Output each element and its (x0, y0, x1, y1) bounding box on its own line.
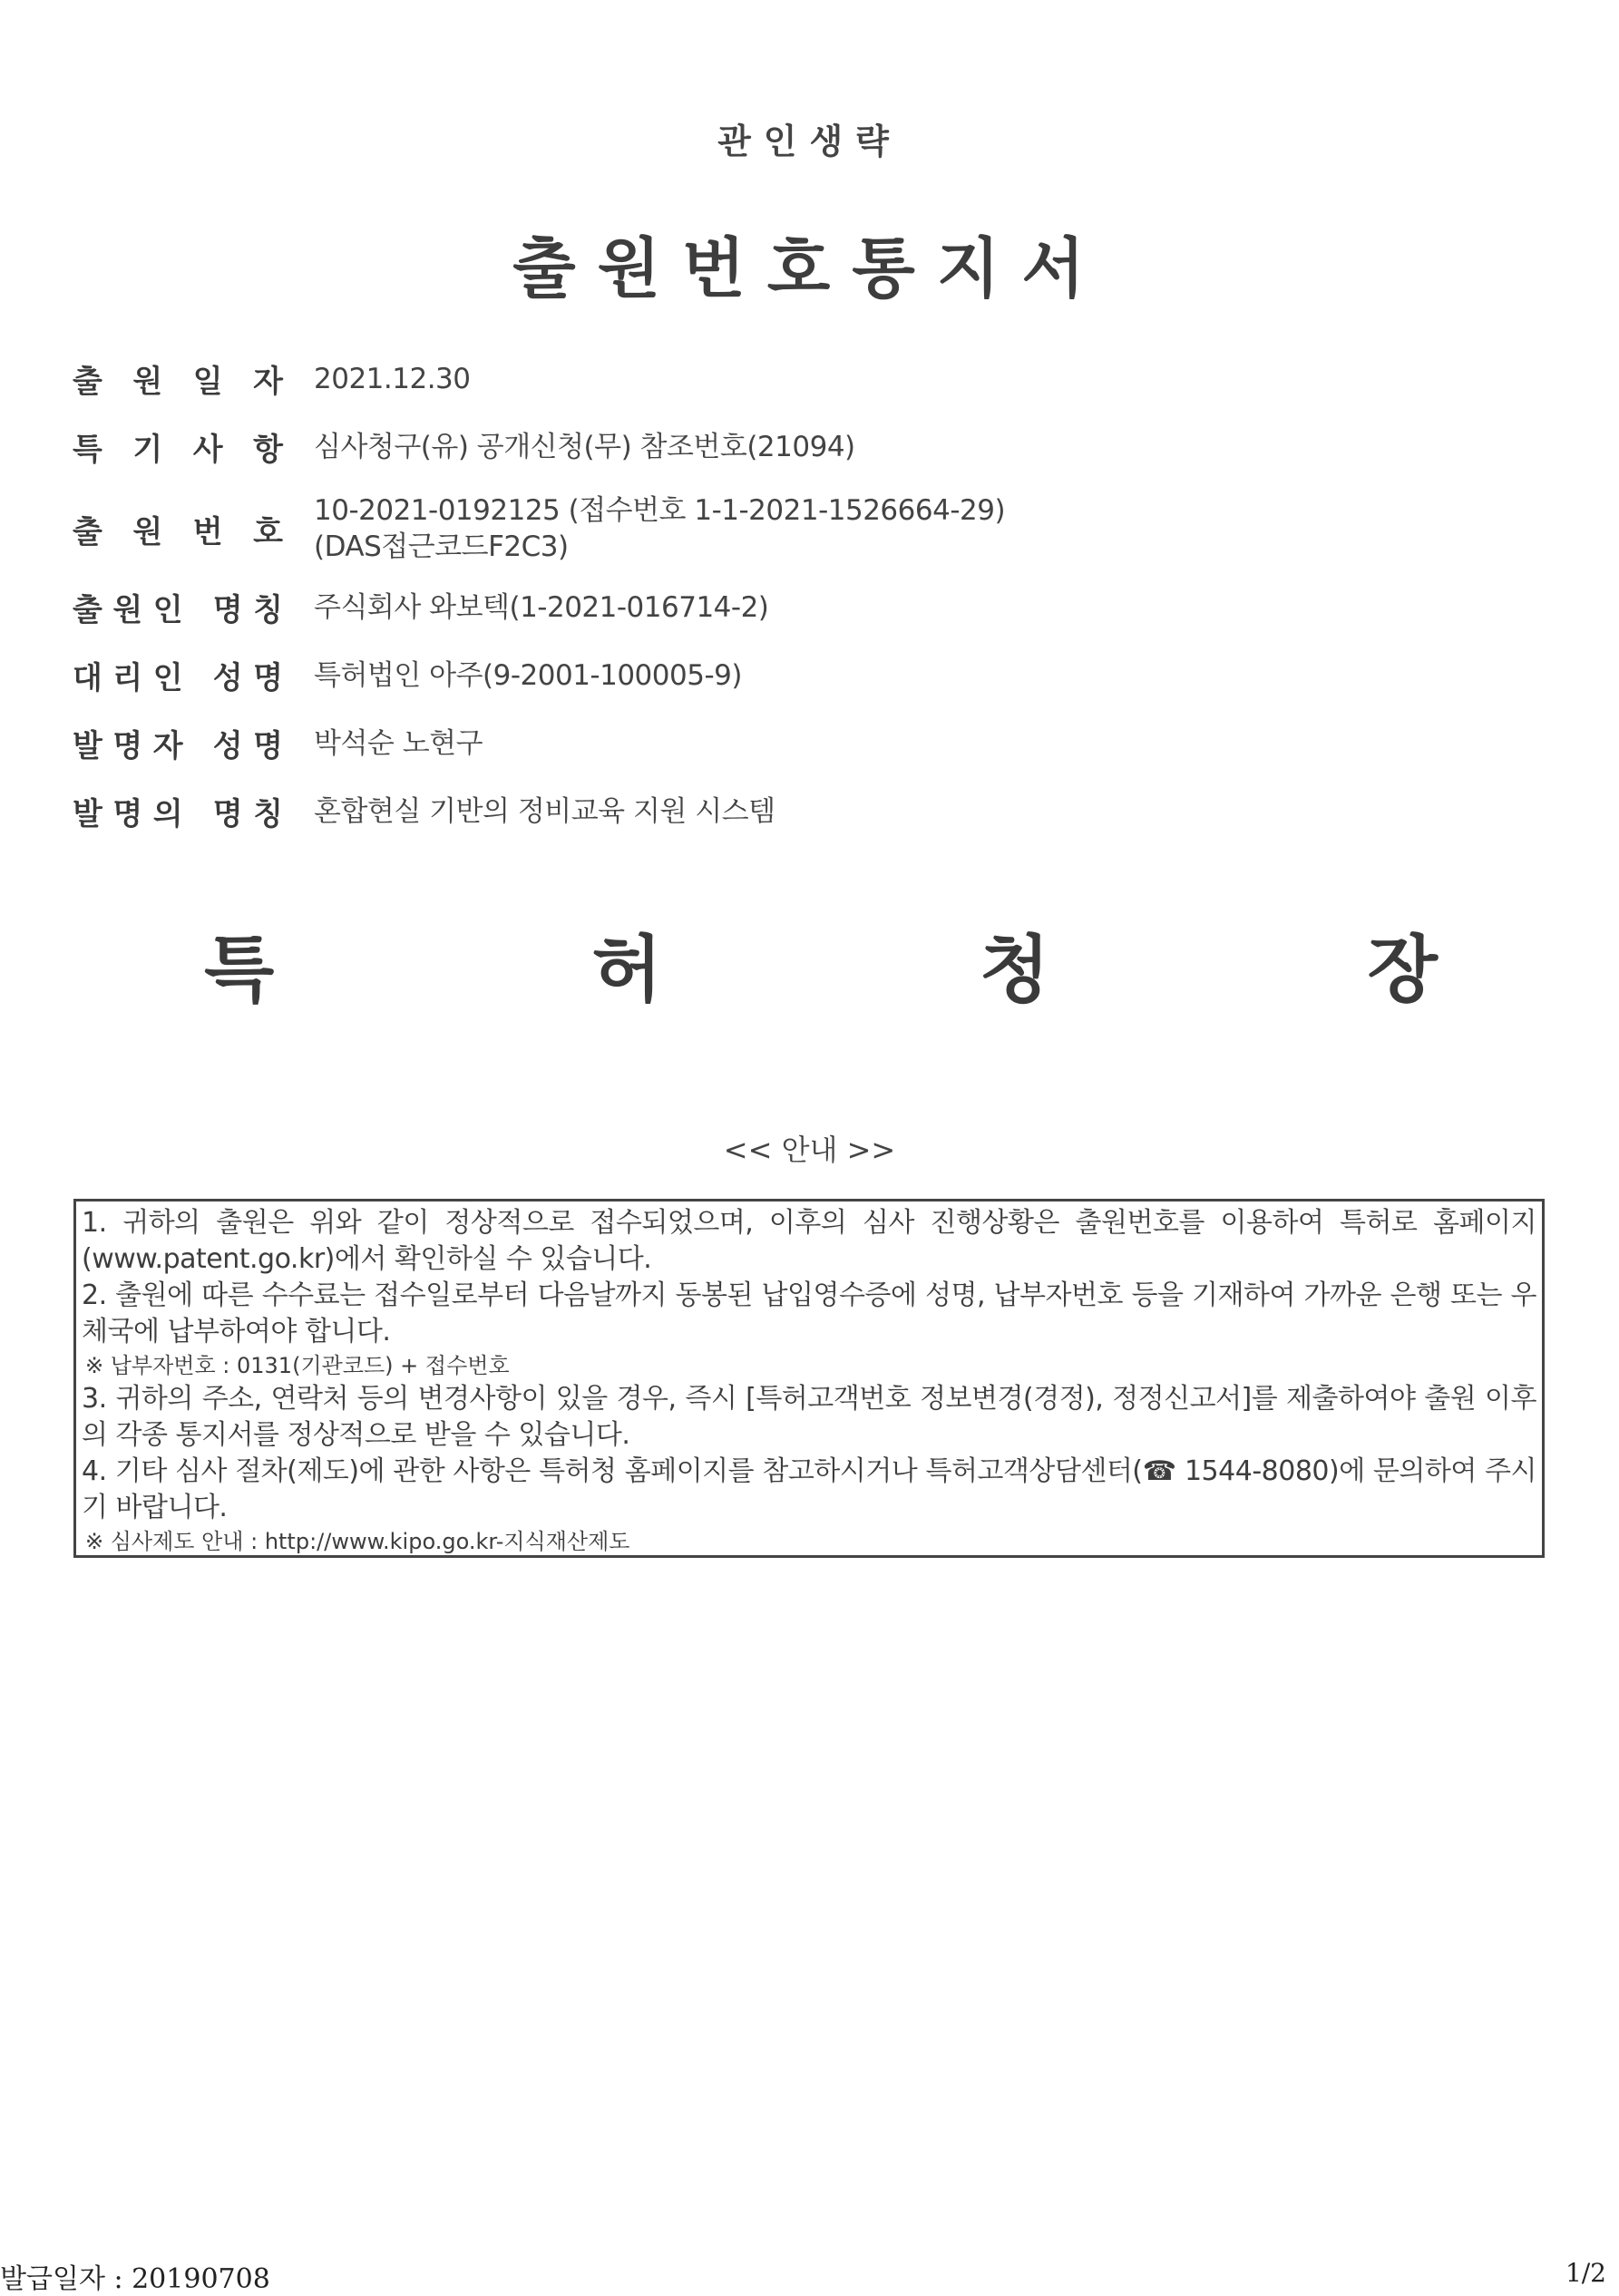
issuer-char: 청 (980, 928, 1050, 1012)
info-label-char (193, 653, 202, 697)
document-title: 출원번호통지서 (512, 230, 1107, 306)
guide-heading: << 안내 >> (723, 1133, 896, 1167)
info-label-char: 출 (73, 513, 102, 550)
issue-date: 발급일자 : 20190708 (0, 2263, 270, 2295)
guide-box (73, 1199, 1545, 1558)
info-label-char: 출 (73, 364, 102, 400)
info-row-applicant-name (73, 585, 1524, 629)
info-label-char: 의 (152, 796, 183, 832)
info-value-special-matters: 심사청구(유) 공개신청(무) 참조번호(21094) (314, 430, 855, 463)
info-row-invention-title (73, 789, 1524, 833)
info-label-filing-date (73, 356, 314, 401)
guide-item-3: 3. 귀하의 주소, 연락처 등의 변경사항이 있을 경우, 즉시 [특허고객번호 정보변경(경정), 정정신고서]를 제출하여야 출원 이후의 각종 통지서를 정상적으로 받을 수 있습니다. (82, 1383, 1536, 1451)
info-row-filing-date (73, 356, 1524, 401)
info-label-char: 발 (73, 796, 102, 832)
info-label-char (193, 789, 202, 833)
issuer-char: 허 (591, 928, 662, 1012)
info-label-application-number (73, 507, 314, 551)
info-label-char: 명 (212, 796, 243, 832)
info-label-char: 발 (73, 728, 102, 764)
issuer-char: 장 (1367, 928, 1438, 1012)
info-label-char: 명 (212, 592, 243, 628)
info-label-char: 특 (73, 432, 102, 468)
info-label-char: 기 (132, 432, 163, 468)
seal-omitted-note: 관인생략 (717, 122, 902, 161)
info-label-char: 호 (253, 513, 283, 550)
info-label-char: 사 (192, 432, 223, 468)
info-label-char: 칭 (253, 796, 283, 832)
page-number: 1/2 (1565, 2258, 1606, 2288)
info-value-inventor-name: 박석순 노현구 (314, 726, 483, 760)
guide-item-1: 1. 귀하의 출원은 위와 같이 정상적으로 접수되었으며, 이후의 심사 진행상황은 출원번호를 이용하여 특허로 홈페이지(www.patent.go.kr)에서 확인하실 수 있습니다. (82, 1207, 1536, 1275)
info-value-invention-title: 혼합현실 기반의 정비교육 지원 시스템 (314, 794, 775, 828)
info-label-char: 자 (253, 364, 283, 400)
info-label-char: 일 (192, 364, 223, 400)
info-label-char: 명 (253, 728, 283, 764)
issuer-char: 특 (204, 928, 275, 1012)
info-label-agent-name (73, 653, 314, 697)
info-value-agent-name: 특허법인 아주(9-2001-100005-9) (314, 658, 742, 692)
info-value-applicant-name: 주식회사 와보텍(1-2021-016714-2) (314, 590, 769, 624)
guide-item-4: 4. 기타 심사 절차(제도)에 관한 사항은 특허청 홈페이지를 참고하시거나 특허고객상담센터(☎ 1544-8080)에 문의하여 주시기 바랍니다. (82, 1455, 1536, 1523)
application-number-line: 10-2021-0192125 (접수번호 1-1-2021-1526664-29) (314, 494, 1006, 527)
info-label-char: 명 (112, 796, 143, 832)
info-label-applicant-name (73, 585, 314, 629)
info-row-inventor-name (73, 721, 1524, 765)
issuer-signature-kipo-commissioner (204, 911, 1438, 1016)
info-label-char: 원 (112, 592, 143, 628)
info-label-char: 원 (132, 364, 163, 400)
info-label-char: 성 (212, 660, 243, 696)
info-row-special-matters (73, 424, 1524, 469)
info-label-char: 성 (212, 728, 243, 764)
info-label-char: 자 (152, 728, 183, 764)
info-label-char: 인 (152, 592, 183, 628)
info-label-char: 리 (112, 660, 143, 696)
guide-item-2: 2. 출원에 따른 수수료는 접수일로부터 다음날까지 동봉된 납입영수증에 성명, 납부자번호 등을 기재하여 가까운 은행 또는 우체국에 납부하여야 합니다. (82, 1279, 1536, 1347)
application-info-table (73, 356, 1524, 857)
info-label-char: 번 (192, 513, 223, 550)
info-value-application-number (314, 492, 1005, 565)
das-access-code-line: (DAS접근코드F2C3) (314, 530, 569, 563)
info-label-char (193, 721, 202, 765)
guide-note-payer-number: ※ 납부자번호 : 0131(기관코드) + 접수번호 (85, 1353, 510, 1378)
info-label-char: 대 (73, 660, 102, 696)
info-label-char: 칭 (253, 592, 283, 628)
info-label-char: 원 (132, 513, 163, 550)
guide-note-exam-system: ※ 심사제도 안내 : http://www.kipo.go.kr-지식재산제도 (85, 1529, 630, 1554)
info-label-char: 명 (253, 660, 283, 696)
info-label-char (193, 585, 202, 629)
info-label-special-matters (73, 424, 314, 469)
info-value-filing-date: 2021.12.30 (314, 362, 471, 395)
info-label-invention-title (73, 789, 314, 833)
info-label-char: 출 (73, 592, 102, 628)
info-label-char: 항 (253, 432, 283, 468)
info-label-char: 명 (112, 728, 143, 764)
info-label-char: 인 (152, 660, 183, 696)
info-label-inventor-name (73, 721, 314, 765)
info-row-agent-name (73, 653, 1524, 697)
info-row-application-number (73, 492, 1524, 565)
